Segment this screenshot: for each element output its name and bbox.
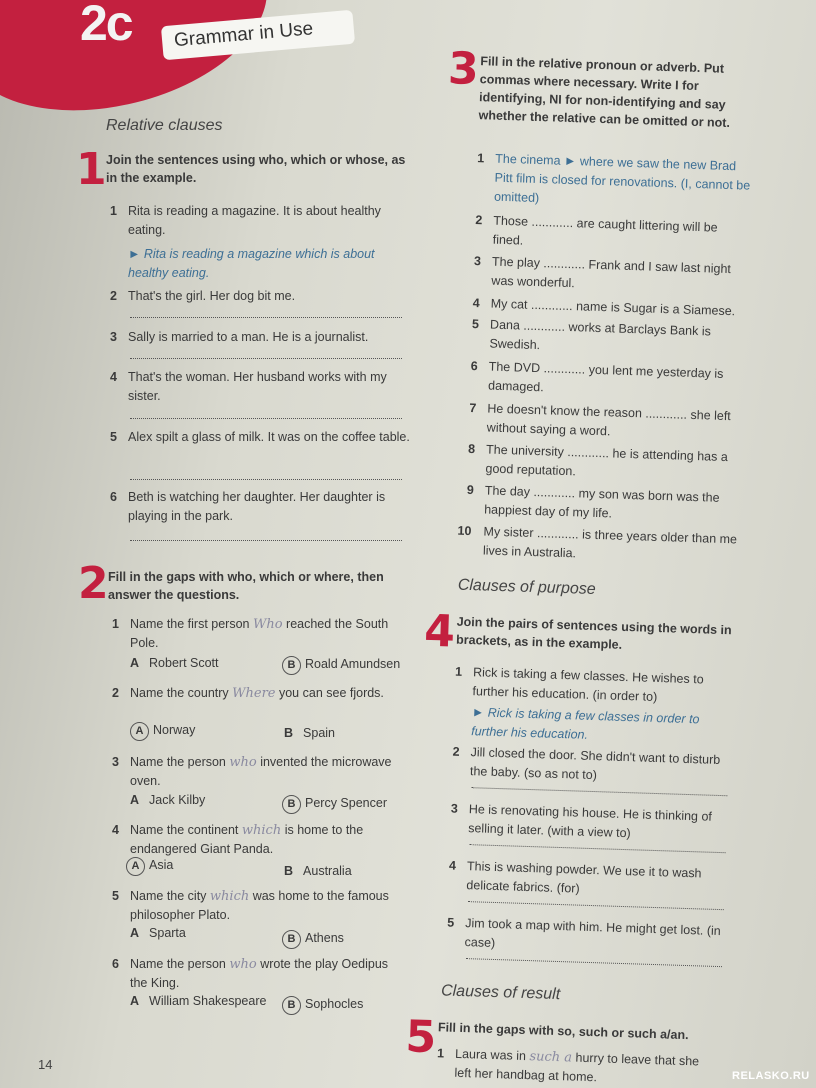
- item-number: 2: [475, 213, 483, 228]
- ex5-item-1: [436, 1045, 717, 1088]
- option-b-text: Australia: [303, 864, 352, 878]
- ex3-item-8: [467, 440, 744, 486]
- ex3-item-2: [475, 212, 751, 258]
- option-a-text: Robert Scott: [149, 656, 219, 670]
- option-a-text: William Shakespeare: [149, 994, 267, 1008]
- item-text: My cat ............ name is Sugar is a Siamese.: [490, 296, 736, 319]
- option-b-text: Roald Amundsen: [305, 657, 401, 671]
- item-number: 3: [473, 254, 482, 269]
- ex2-instruction: Fill in the gaps with who, which or where, then answer the questions.: [108, 570, 384, 602]
- item-number: 9: [466, 482, 475, 498]
- option-a-text: Asia: [149, 858, 174, 872]
- ex3-number: 3: [447, 43, 480, 96]
- handwritten-answer: Where: [232, 686, 276, 701]
- option-b-text: Percy Spencer: [305, 796, 387, 810]
- item-text: you can see fjords.: [278, 686, 384, 700]
- ex3-item-9: [466, 481, 743, 527]
- option-b[interactable]: B Australia: [284, 864, 352, 878]
- item-number: 3: [450, 801, 458, 816]
- circle-mark: B: [282, 930, 301, 949]
- item-number: 4: [112, 823, 119, 837]
- ex3-item-1: [477, 150, 754, 215]
- item-number: 1: [110, 204, 117, 218]
- item-text: wrote the play Oedipus the King.: [130, 957, 389, 990]
- item-text: Jim took a map with him. He might get lost. (in case): [464, 916, 721, 951]
- option-a-text: Sparta: [149, 926, 186, 940]
- item-number: 10: [457, 523, 472, 539]
- ex3-item-6: [470, 358, 747, 404]
- item-text: My sister ............ is three years older than me lives in Australia.: [482, 524, 738, 561]
- option-a[interactable]: A Robert Scott: [130, 656, 219, 670]
- page-number: 14: [38, 1057, 53, 1072]
- ex4-item-3: [450, 800, 731, 846]
- item-text: That's the woman. Her husband works with my sister.: [128, 370, 387, 403]
- item-number: 1: [436, 1046, 445, 1061]
- ex3-item-3: [473, 253, 750, 299]
- item-number: 1: [454, 664, 463, 679]
- item-text: Rita is reading a magazine. It is about healthy eating.: [128, 204, 381, 237]
- item-text: Beth is watching her daughter. Her daughter is playing in the park.: [128, 490, 386, 523]
- ex1-number: 1: [76, 144, 107, 195]
- item-text: Jill closed the door. She didn't want to disturb the baby. (so as not to): [469, 745, 721, 783]
- option-a[interactable]: A Jack Kilby: [130, 793, 206, 807]
- ex4-item-2: [452, 743, 733, 789]
- option-a[interactable]: A Sparta: [130, 926, 186, 940]
- ex3-instruction: Fill in the relative pronoun or adverb. Put commas where necessary. Write I for identifying, NI for non-identifying and say whether the relative can be omitted or not.: [478, 54, 731, 130]
- ex2-number: 2: [78, 558, 109, 609]
- item-number: 8: [467, 441, 476, 457]
- answer-line[interactable]: [471, 787, 727, 796]
- option-b[interactable]: B Spain: [284, 726, 336, 740]
- item-number: 6: [470, 358, 478, 374]
- item-text: He doesn't know the reason ............ she left without saying a word.: [486, 401, 732, 439]
- ex4-number: 4: [423, 605, 456, 658]
- item-number: 5: [447, 915, 455, 930]
- item-text: The play ............ Frank and I saw last night was wonderful.: [491, 254, 732, 291]
- item-number: 5: [112, 889, 119, 903]
- item-number: 5: [471, 316, 480, 332]
- answer-line[interactable]: [470, 844, 726, 853]
- item-text: Name the first person: [130, 617, 250, 631]
- option-a-text: Jack Kilby: [149, 793, 206, 807]
- item-text: The cinema ► where we saw the new Brad Pitt film is closed for renovations. (I, cannot be omitted): [493, 151, 751, 206]
- option-b-text: Athens: [305, 931, 344, 945]
- ex5-section-heading: Clauses of result: [440, 982, 561, 1004]
- handwritten-answer: which: [241, 823, 282, 838]
- handwritten-answer: which: [209, 889, 250, 904]
- item-number: 2: [452, 744, 460, 759]
- item-number: 1: [112, 617, 119, 631]
- item-text: Name the country: [130, 686, 229, 700]
- item-text: hurry to leave that she left her handbag at home.: [454, 1050, 700, 1085]
- item-number: 4: [448, 858, 457, 873]
- ex4-item-5: [447, 914, 727, 960]
- item-text: Dana ............ works at Barclays Bank is Swedish.: [489, 317, 712, 353]
- item-text: That's the girl. Her dog bit me.: [128, 289, 296, 303]
- item-text: The university ............ he is attending has a good reputation.: [485, 442, 729, 479]
- ex1-section-heading: Relative clauses: [106, 117, 223, 134]
- item-text: reached the South Pole.: [130, 617, 389, 650]
- ex3-item-10: [457, 522, 742, 568]
- item-number: 7: [469, 400, 477, 416]
- item-text: is home to the endangered Giant Panda.: [130, 823, 364, 856]
- ex3-item-5: [471, 316, 748, 362]
- ex5-instruction: Fill in the gaps with so, such or such a/an.: [437, 1020, 689, 1043]
- handwritten-answer: such a: [529, 1049, 573, 1066]
- ex4-example-answer: ► Rick is taking a few classes in order to further his education.: [471, 705, 700, 742]
- item-text: invented the microwave oven.: [130, 755, 392, 788]
- option-a[interactable]: A William Shakespeare: [130, 994, 267, 1008]
- circle-mark: B: [282, 996, 301, 1015]
- section-title: Grammar in Use: [173, 18, 314, 52]
- item-number: 2: [112, 686, 119, 700]
- watermark: RELASKO.RU: [732, 1070, 810, 1082]
- ex3-item-7: [469, 400, 745, 446]
- item-number: 3: [112, 755, 119, 769]
- item-text: Name the city: [130, 889, 207, 903]
- circle-mark: B: [282, 795, 301, 814]
- item-number: 4: [472, 296, 480, 311]
- item-text: The DVD ............ you lent me yesterday is damaged.: [487, 359, 724, 395]
- item-text: The day ............ my son was born was the happiest day of my life.: [484, 483, 720, 521]
- item-number: 5: [110, 430, 117, 444]
- item-text: Alex spilt a glass of milk. It was on the coffee table.: [128, 430, 410, 444]
- item-text: Rick is taking a few classes. He wishes to further his education. (in order to): [472, 665, 704, 704]
- item-text: Sally is married to a man. He is a journalist.: [128, 330, 369, 344]
- option-b-text: Sophocles: [305, 997, 364, 1011]
- ex5-number: 5: [404, 1011, 438, 1064]
- item-number: 6: [112, 957, 119, 971]
- ex1-example-answer: ► Rita is reading a magazine which is about healthy eating.: [128, 247, 375, 280]
- circle-mark: A: [130, 722, 149, 741]
- item-text: Laura was in: [454, 1046, 527, 1064]
- answer-line[interactable]: [466, 958, 722, 967]
- circle-mark: A: [126, 857, 145, 876]
- answer-line[interactable]: [468, 901, 724, 910]
- ex4-instruction: Join the pairs of sentences using the words in brackets, as in the example.: [455, 614, 732, 652]
- ex4-item-4: [448, 857, 729, 903]
- item-text: This is washing powder. We use it to wash delicate fabrics. (for): [466, 859, 702, 896]
- item-number: 4: [110, 370, 117, 384]
- handwritten-answer: Who: [252, 617, 283, 632]
- unit-label: 2c: [80, 0, 132, 51]
- item-text: Those ............ are caught littering will be fined.: [492, 213, 718, 248]
- item-number: 6: [110, 490, 117, 504]
- handwritten-answer: who: [229, 755, 257, 770]
- option-b-text: Spain: [303, 726, 336, 740]
- item-number: 3: [110, 330, 117, 344]
- circle-mark: B: [282, 656, 301, 675]
- item-text: Name the person: [130, 957, 226, 971]
- item-text: Name the continent: [130, 823, 239, 837]
- item-number: 2: [110, 289, 117, 303]
- item-text: was home to the famous philosopher Plato.: [130, 889, 389, 922]
- item-text: Name the person: [130, 755, 226, 769]
- item-text: He is renovating his house. He is thinking of selling it later. (with a view to): [467, 802, 713, 841]
- ex1-instruction: Join the sentences using who, which or whose, as in the example.: [106, 153, 406, 185]
- item-number: 1: [477, 151, 485, 166]
- option-a-text: Norway: [153, 723, 196, 737]
- handwritten-answer: who: [229, 957, 257, 972]
- ex4-item-1: [454, 663, 735, 709]
- ex4-section-heading: Clauses of purpose: [457, 576, 596, 598]
